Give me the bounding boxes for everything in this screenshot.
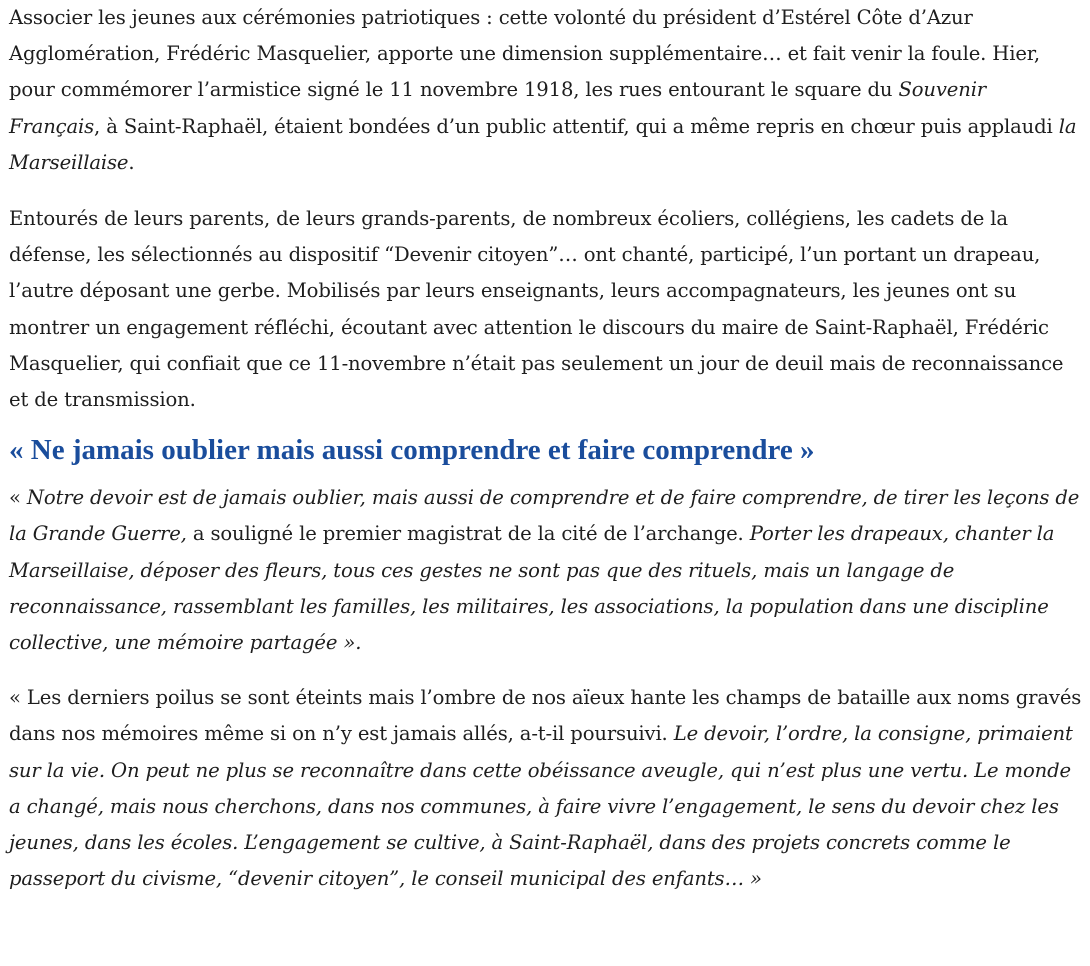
quote-attribution: a souligné le premier magistrat de la cité de l’archange. [186,522,750,546]
quote-rituels-italic: Porter les drapeaux, chanter la Marseillaise, déposer des fleurs, tous ces gestes ne sont pas que des rituels, mais un langage de reconnaissance, rassemblant les familles, les militaires, les associations, la population dans une discipline collective, une mémoire partagée ». [9,522,1055,655]
souvenir-francais-italic: Souvenir Français [9,78,987,138]
section-heading: « Ne jamais oublier mais aussi comprendre et faire comprendre » [9,434,815,467]
quote-engagement-italic: Le devoir, l’ordre, la consigne, primaient sur la vie. On peut ne plus se reconnaître dans cette obéissance aveugle, qui n’est plus une vertu. Le monde a changé, mais nous cherchons, dans nos communes, à faire vivre l’engagement, le sens du devoir chez les jeunes, dans les écoles. L’engagement se cultive, à Saint-Raphaël, dans des projets concrets comme le passeport du civisme, “devenir citoyen”, le conseil municipal des enfants… » [9,722,1073,891]
paragraph-intro [9,0,1082,181]
marseillaise-italic: la Marseillaise [9,114,1077,174]
paragraph-participants: Entourés de leurs parents, de leurs grands-parents, de nombreux écoliers, collégiens, les cadets de la défense, les sélectionnés au dispositif “Devenir citoyen”… ont chanté, participé, l’un portant un drapeau, l’autre déposant une gerbe. Mobilisés par leurs enseignants, leurs accompagnateurs, les jeunes ont su montrer un engagement réfléchi, écoutant avec attention le discours du maire de Saint-Raphaël, Frédéric Masquelier, qui confiait que ce 11-novembre n’était pas seulement un jour de deuil mais de reconnaissance et de transmission. [9,207,1064,412]
quote-devoir-italic: Notre devoir est de jamais oublier, mais aussi de comprendre et de faire comprendre, de tirer les leçons de la Grande Guerre, [9,486,1080,546]
paragraph-intro-text-3: . [128,150,135,174]
paragraph-quote-devoir [9,480,1082,661]
paragraph-intro-text-2: , à Saint-Raphaël, étaient bondées d’un public attentif, qui a même repris en chœur puis applaudi [94,114,1059,138]
paragraph-intro-text-1: Associer les jeunes aux cérémonies patriotiques : cette volonté du président d’Estérel Côte d’Azur Agglomération, Frédéric Masquelier, apporte une dimension supplémentaire… et fait venir la foule. Hier, pour commémorer l’armistice signé le 11 novembre 1918, les rues entourant le square du [9,6,1040,102]
paragraph-quote-poilus [9,680,1082,897]
quote-open: « [9,486,27,510]
quote-poilus-text: « Les derniers poilus se sont éteints mais l’ombre de nos aïeux hante les champs de bataille aux noms gravés dans nos mémoires même si on n’y est jamais allés, a-t-il poursuivi. [9,686,1082,746]
